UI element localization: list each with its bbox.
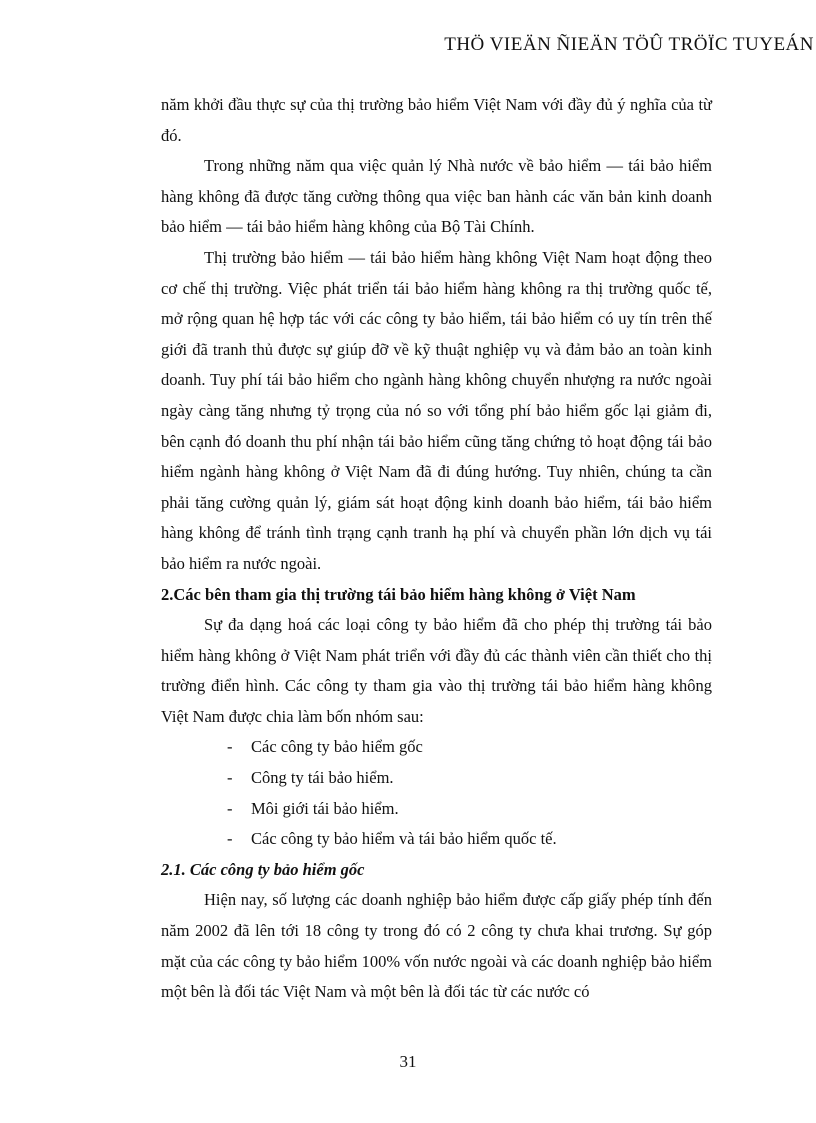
paragraph-company-diversification: Sự đa dạng hoá các loại công ty bảo hiểm đã cho phép thị trường tái bảo hiểm hàng không ở Việt Nam phát triển với đầy đủ các thành viên cần thiết cho thị trường điển hình. Các công ty tham gia vào thị trường tái bảo hiểm hàng không Việt Nam được chia làm bốn nhóm sau: [161,615,712,726]
list-item [227,794,712,825]
page-number: 31 [399,1052,417,1071]
paragraph-insurer-count: Hiện nay, số lượng các doanh nghiệp bảo hiểm được cấp giấy phép tính đến năm 2002 đã lên tới 18 công ty trong đó có 2 công ty chưa khai trương. Sự góp mặt của các công ty bảo hiểm 100% vốn nước ngoài và các doanh nghiệp bảo hiểm một bên là đối tác Việt Nam và một bên là đối tác từ các nước có [161,890,712,1002]
library-header: THÖ VIEÄN ÑIEÄN TÖÛ TRÖÏC TUYEÁN [444,34,814,55]
dash-marker: - [227,829,233,849]
list-item-text: Các công ty bảo hiểm và tái bảo hiểm quốc tế. [251,829,557,849]
paragraph-market-mechanism: Thị trường bảo hiểm — tái bảo hiểm hàng không Việt Nam hoạt động theo cơ chế thị trường. Việc phát triển tái bảo hiểm hàng không ra thị trường quốc tế, mở rộng quan hệ hợp tác với các công ty bảo hiểm, tái bảo hiểm có uy tín trên thế giới đã tranh thủ được sự giúp đỡ về kỹ thuật nghiệp vụ và đảm bảo an toàn kinh doanh. Tuy phí tái bảo hiểm cho ngành hàng không chuyển nhượng ra nước ngoài ngày càng tăng nhưng tỷ trọng của nó so với tổng phí bảo hiểm gốc lại giảm đi, bên cạnh đó doanh thu phí nhận tái bảo hiểm cũng tăng chứng tỏ hoạt động tái bảo hiểm ngành hàng không ở Việt Nam đã đi đúng hướng. Tuy nhiên, chúng ta cần phải tăng cường quản lý, giám sát hoạt động kinh doanh bảo hiểm, tái bảo hiểm hàng không để tránh tình trạng cạnh tranh hạ phí và chuyển phần lớn dịch vụ tái bảo hiểm ra nước ngoài. [161,247,712,573]
paragraph-state-management: Trong những năm qua việc quản lý Nhà nước về bảo hiểm — tái bảo hiểm hàng không đã được tăng cường thông qua việc ban hành các văn bản kinh doanh bảo hiểm — tái bảo hiểm hàng không của Bộ Tài Chính. [161,156,712,237]
section-heading-market-participants: 2.Các bên tham gia thị trường tái bảo hiểm hàng không ở Việt Nam [161,584,636,604]
paragraph-continuation: năm khởi đầu thực sự của thị trường bảo hiểm Việt Nam với đầy đủ ý nghĩa của từ đó. [161,95,712,145]
dash-marker: - [227,768,233,788]
list-item [227,824,712,855]
dash-marker: - [227,798,233,818]
list-item-text: Công ty tái bảo hiểm. [251,768,394,788]
document-body [161,90,712,1008]
list-item-text: Môi giới tái bảo hiểm. [251,798,399,818]
list-item [227,732,712,763]
list-item [227,763,712,794]
participant-groups-list [161,732,712,854]
dash-marker: - [227,737,233,757]
subsection-heading-primary-insurers: 2.1. Các công ty bảo hiểm gốc [161,859,365,879]
list-item-text: Các công ty bảo hiểm gốc [251,737,423,757]
